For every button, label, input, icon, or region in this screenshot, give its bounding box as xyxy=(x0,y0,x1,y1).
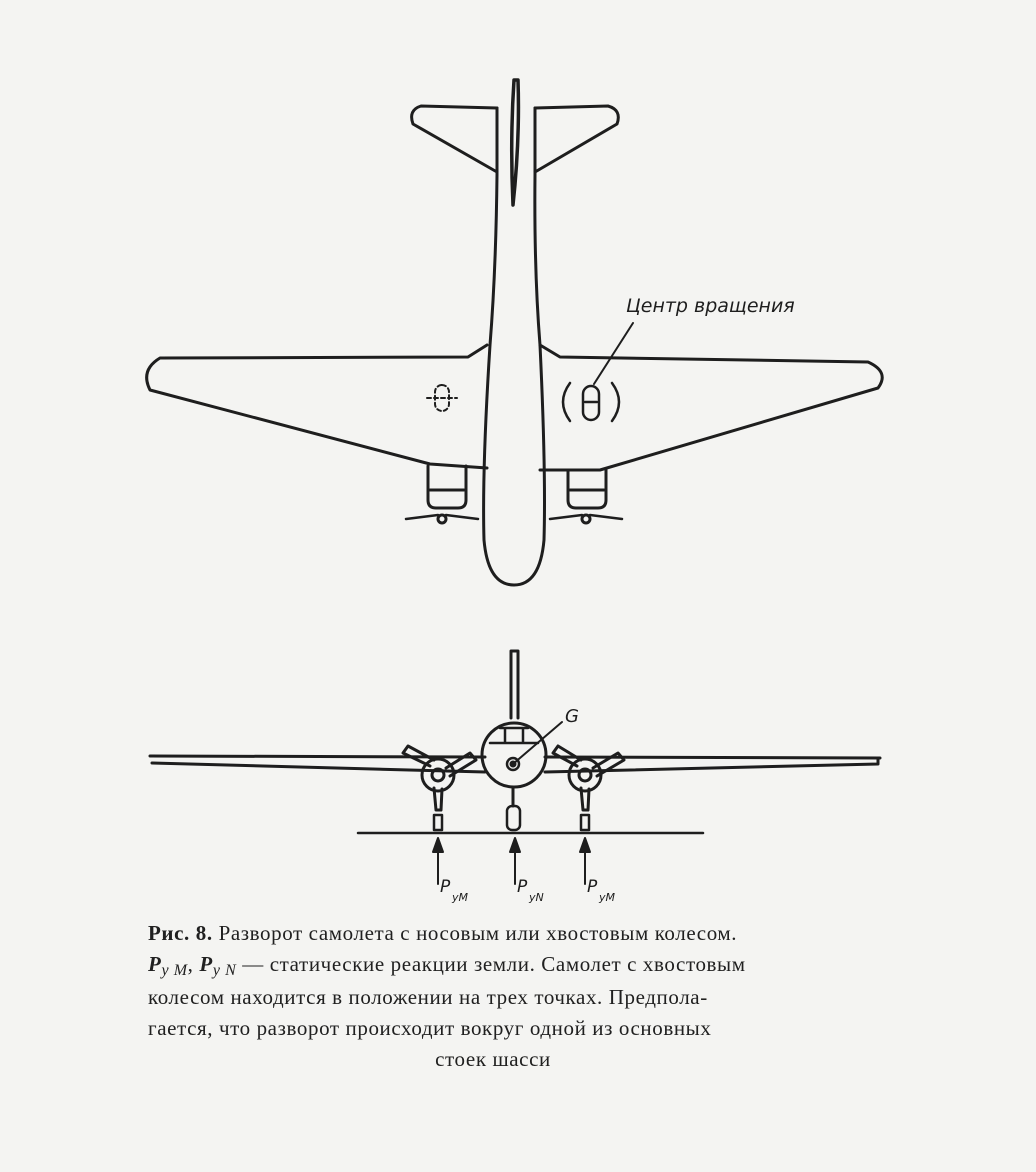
reaction-label-nose: P xyxy=(517,877,528,897)
caption-line-4: гается, что разворот происходит вокруг одной из основных xyxy=(148,1016,712,1040)
caption-text-1: Разворот самолета с носовым или хвостовым колесом. xyxy=(218,921,738,945)
caption-line-3: колесом находится в положении на трех точках. Предпола- xyxy=(148,985,708,1009)
vertical-fin xyxy=(512,80,519,205)
top-view xyxy=(147,80,883,585)
figure-caption xyxy=(148,918,878,1075)
figure-number: Рис. 8. xyxy=(148,921,213,945)
symbol-main-reaction: P xyxy=(148,952,162,976)
caption-line-1 xyxy=(148,918,878,949)
caption-text-2: — статические реакции земли. Самолет с хвостовым xyxy=(242,952,746,976)
reaction-subscript-nose: yN xyxy=(529,891,544,904)
reaction-subscript-left: yM xyxy=(452,891,469,904)
reaction-subscript-right: yM xyxy=(599,891,616,904)
right-engine-nacelle xyxy=(550,470,622,523)
rotation-center-marker xyxy=(563,323,633,421)
symbol-nose-subscript: y N xyxy=(212,962,237,979)
left-engine-nacelle xyxy=(406,466,478,523)
horizontal-stabilizer xyxy=(412,106,497,172)
reaction-arrows xyxy=(433,838,590,884)
symbol-separator: , xyxy=(187,952,194,976)
caption-line-2 xyxy=(148,949,878,982)
symbol-nose-reaction: P xyxy=(199,952,213,976)
front-nose-gear xyxy=(507,788,520,830)
symbol-main-subscript: y M xyxy=(161,962,188,979)
right-wing xyxy=(540,345,882,470)
front-fin xyxy=(511,651,518,718)
rotation-center-label: Центр вращения xyxy=(626,295,795,317)
reaction-label-right: P xyxy=(587,877,598,897)
front-view xyxy=(150,651,880,884)
reaction-label-left: P xyxy=(440,877,451,897)
cg-label: G xyxy=(565,706,579,727)
left-wheel-marker xyxy=(427,385,457,411)
caption-line-5: стоек шасси xyxy=(435,1047,551,1071)
front-left-propeller xyxy=(403,746,476,830)
front-fuselage xyxy=(482,723,546,787)
